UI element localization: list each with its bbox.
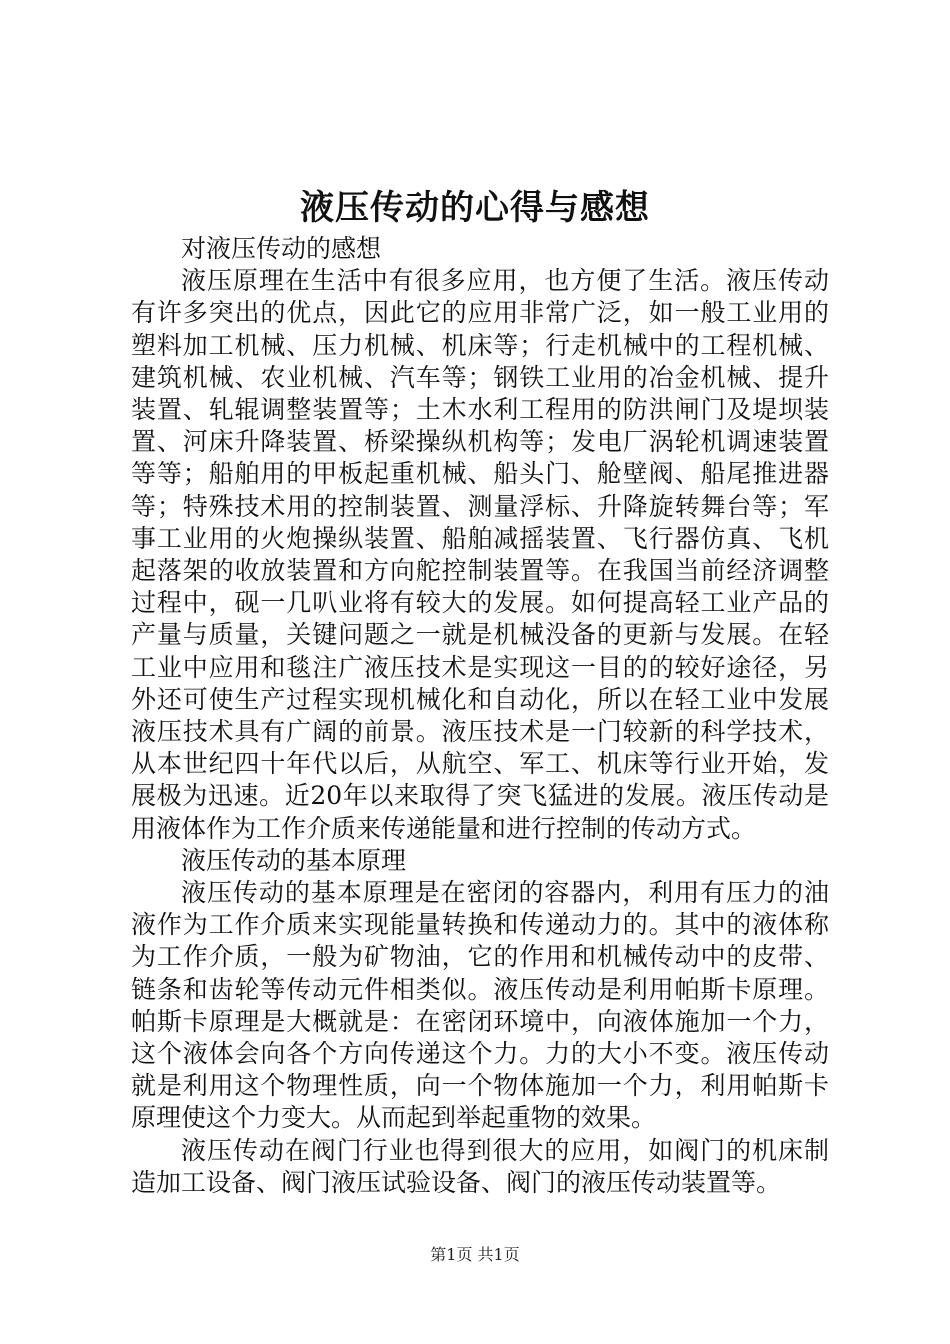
paragraph-principle: 液压传动的基本原理是在密闭的容器内，利用有压力的油液作为工作介质来实现能量转换和传递动力的。其中的液体称为工作介质，一般为矿物油，它的作用和机械传动中的皮带、链条和齿轮等传动元件相类似。液压传动是利用帕斯卡原理。帕斯卡原理是大概就是：在密闭环境中，向液体施加一个力，这个液体会向各个方向传递这个力。力的大小不变。液压传动就是利用这个物理性质，向一个物体施加一个力，利用帕斯卡原理使这个力变大。从而起到举起重物的效果。 bbox=[131, 878, 829, 1133]
paragraph-applications: 液压原理在生活中有很多应用，也方便了生活。液压传动有许多突出的优点，因此它的应用非常广泛，如一般工业用的塑料加工机械、压力机械、机床等；行走机械中的工程机械、建筑机械、农业机械、汽车等；钢铁工业用的冶金机械、提升装置、轧辊调整装置等；土木水利工程用的防洪闸门及堤坝装置、河床升降装置、桥梁操纵机构等；发电厂涡轮机调速装置等等；船舶用的甲板起重机械、船头门、舱壁阀、船尾推进器等；特殊技术用的控制装置、测量浮标、升降旋转舞台等；军事工业用的火炮操纵装置、船舶减摇装置、飞行器仿真、飞机起落架的收放装置和方向舵控制装置等。在我国当前经济调整过程中，砚一几叭业将有较大的发展。如何提高轻工业产品的产量与质量，关键问题之一就是机械没备的更新与发展。在轻工业中应用和毯注广液压技术是实现这一目的的较好途径，另外还可使生产过程实现机械化和自动化，所以在轻工业中发展液压技术具有广阔的前景。液压技术是一门较新的科学技术，从本世纪四十年代以后，从航空、军工、机床等行业开始，发展极为迅速。近20年以来取得了突飞猛进的发展。液压传动是用液体作为工作介质来传递能量和进行控制的传动方式。 bbox=[131, 266, 829, 843]
document-body bbox=[131, 233, 829, 1199]
section-heading-principle: 液压传动的基本原理 bbox=[181, 845, 407, 875]
page-number-footer: 第1页 共1页 bbox=[430, 1245, 520, 1264]
document-title: 液压传动的心得与感想 bbox=[300, 188, 650, 228]
section-heading-feelings: 对液压传动的感想 bbox=[181, 234, 382, 263]
paragraph-valve-industry: 液压传动在阀门行业也得到很大的应用，如阀门的机床制造加工设备、阀门液压试验设备、阀门的液压传动装置等。 bbox=[131, 1135, 829, 1197]
